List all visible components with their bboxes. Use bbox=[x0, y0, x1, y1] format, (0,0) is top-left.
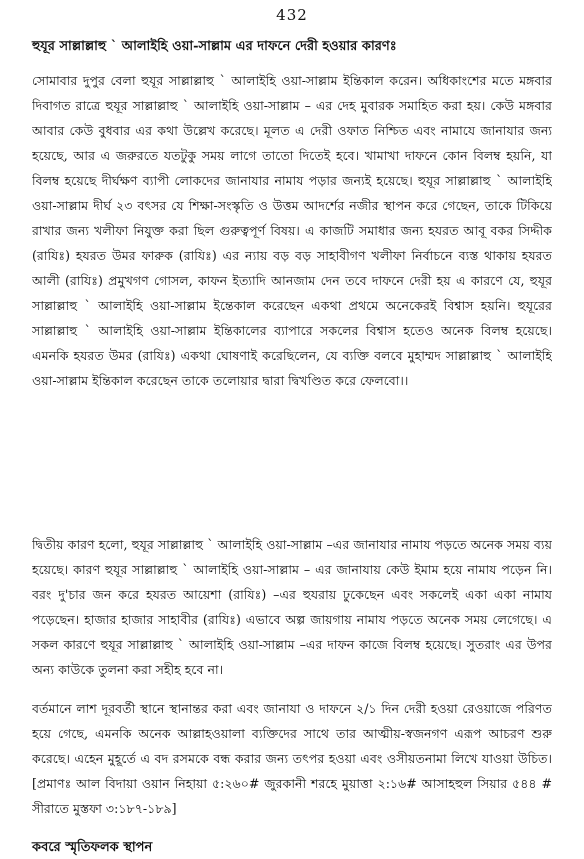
paragraph-third: বর্তমানে লাশ দূরবর্তী স্থানে স্থানান্তর করা এবং জানাযা ও দাফনে ২/১ দিন দেরী হওয়া রেওয়াজে পরিণত হয়ে গেছে, এমনকি অনেক আল্লাহওয়ালা ব্যক্তিদের সাথে তার আত্মীয়-স্বজনগণ এরূপ আচরণ শুরু করেছে। এহেন মুহূর্তে এ বদ রসমকে বন্ধ করার জন্য তৎপর হওয়া এবং ওসীয়তনামা লিখে যাওয়া উচিত। [প্রমাণঃ আল বিদায়া ওয়ান নিহায়া ৫:২৬০# জুরকানী শরহে মুয়াত্তা ২:১৬# আসাহহুল সিয়ার ৫৪৪ # সীরাতে মুস্তফা ৩:১৮৭-১৮৯] bbox=[32, 701, 552, 817]
next-section-heading: কবরে স্মৃতিফলক স্থাপন bbox=[32, 840, 153, 856]
page-number: 432 bbox=[276, 6, 308, 24]
paragraph-first: সোমাবার দুপুর বেলা হুযূর সাল্লাল্লাহু ` আলাইহি ওয়া-সাল্লাম ইন্তিকাল করেন। অধিকাংশের মতে মঙ্গবার দিবাগত রাত্রে হুযূর সাল্লাল্লাহু ` আলাইহি ওয়া-সাল্লাম – এর দেহ মুবারক সমাহিত করা হয়। কেউ মঙ্গবার আবার কেউ বুধবার এর কথা উল্লেখ করেছে। মূলত এ দেরী ওফাত নিশ্চিত এবং নামাযে জানাযার জন্য হয়েছে, আর এ জরুরতে যতটুকু সময় লাগে তাতো দিতেই হবে। খামাখা দাফনে কোন বিলম্ব হয়নি, যা বিলম্ব হয়েছে দীর্ঘক্ষণ ব্যাপী লোকদের জানাযার নামায পড়ার জন্যই হয়েছে। হুযূর সাল্লাল্লাহু ` আলাইহি ওয়া-সাল্লাম দীর্ঘ ২৩ বৎসর যে শিক্ষা-সংস্কৃতি ও উত্তম আদর্শের নজীর স্থাপন করে গেছেন, তাকে টিকিয়ে রাখার জন্য খলীফা নিযুক্ত করা ছিল গুরুত্বপূর্ণ বিষয়। এ কাজটি সমাধার জন্য হযরত আবূ বকর সিদ্দীক (রাযিঃ) হযরত উমর ফারুক (রাযিঃ) এর ন্যায় বড় বড় সাহাবীগণ খলীফা নির্বাচনে ব্যস্ত থাকায় হযরত আলী (রাযিঃ) প্রমুখগণ গোসল, কাফন ইত্যাদি আনজাম দেন তবে দাফনে দেরী হয় এ কারণে যে, হুযূর সাল্লাল্লাহু ` আলাইহি ওয়া-সাল্লাম ইন্তেকাল করেছেন একথা প্রথমে অনেকেরই বিশ্বাস হয়নি। হুযূরের সাল্লাল্লাহু ` আলাইহি ওয়া-সাল্লাম ইন্তিকালের ব্যাপারে সকলের বিশ্বাস হতেও অনেক বিলম্ব হয়েছে। এমনকি হযরত উমর (রাযিঃ) একথা ঘোষণাই করেছিলেন, যে ব্যক্তি বলবে মুহাম্মদ সাল্লাল্লাহু ` আলাইহি ওয়া-সাল্লাম ইন্তিকাল করেছেন তাকে তলোয়ার দ্বারা দ্বিখণ্ডিত করে ফেলবো।। bbox=[32, 73, 552, 389]
paragraph-second: দ্বিতীয় কারণ হলো, হুযূর সাল্লাল্লাহু ` আলাইহি ওয়া-সাল্লাম –এর জানাযার নামায পড়তে অনেক সময় ব্যয় হয়েছে। কারণ হুযূর সাল্লাল্লাহু ` আলাইহি ওয়া-সাল্লাম – এর জানাযায় কেউ ইমাম হয়ে নামায পড়েন নি। বরং দু'চার জন করে হযরত আয়েশা (রাযিঃ) –এর হুযরায় ঢুকেছেন এবং সকলেই একা একা নামায পড়েছেন। হাজার হাজার সাহাবীর (রাযিঃ) এভাবে অল্প জায়গায় নামায পড়তে অনেক সময় লেগেছে। এ সকল কারণে হুযূর সাল্লাল্লাহু ` আলাইহি ওয়া-সাল্লাম –এর দাফন কাজে বিলম্ব হয়েছে। সুতরাং এর উপর অন্য কাউকে তুলনা করা সহীহ হবে না। bbox=[32, 537, 552, 678]
section-heading: হুযূর সাল্লাল্লাহু ` আলাইহি ওয়া-সাল্লাম এর দাফনে দেরী হওয়ার কারণঃ bbox=[32, 39, 397, 54]
document-body bbox=[32, 38, 552, 859]
